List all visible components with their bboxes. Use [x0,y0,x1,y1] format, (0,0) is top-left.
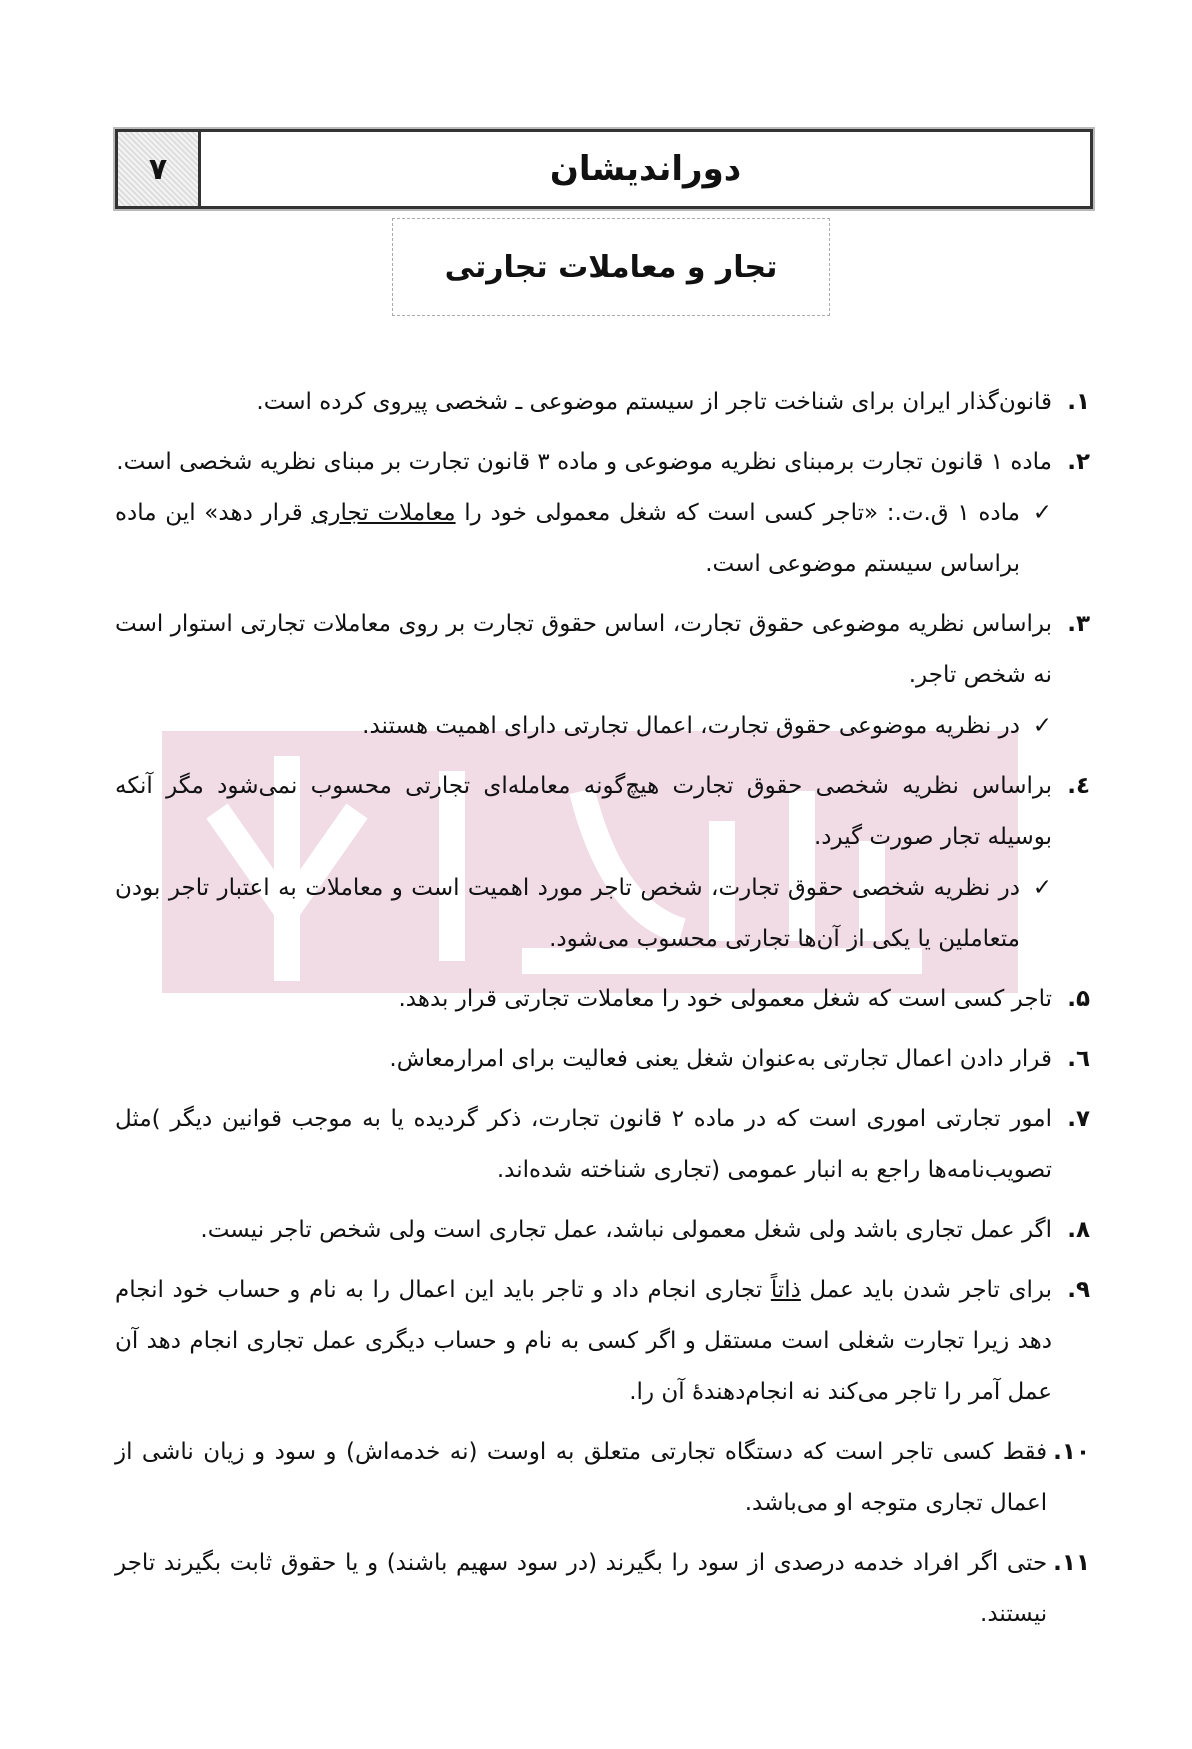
check-note [115,863,1052,965]
note-body [115,863,1020,965]
list-item [115,974,1090,1025]
list-item [115,1265,1090,1418]
note-text: در نظریه شخصی حقوق تجارت، شخص تاجر مورد اهمیت است و معاملات به اعتبار تاجر بودن متعاملین یا یکی از آن‌ها تجارتی محسوب می‌شود. [115,875,1020,952]
item-number: ۲. [1067,449,1090,475]
item-number: ۳. [1067,611,1090,637]
page-number: ۷ [118,132,201,206]
item-text: قانون‌گذار ایران برای شناخت تاجر از سیستم موضوعی ـ شخصی پیروی کرده است. [256,389,1052,415]
item-body [115,1094,1052,1196]
list-item [115,761,1090,863]
item-text: تجاری انجام داد و تاجر باید این اعمال را به نام و حساب خود انجام دهد زیرا تجارت شغلی است مستقل و اگر کسی به نام و حساب دیگری عمل تجاری انجام دهد آن عمل آمر را تاجر می‌کند نه انجام‌دهندهٔ آن را. [115,1277,1052,1405]
item-body [115,377,1052,428]
item-text: فقط کسی تاجر است که دستگاه تجارتی متعلق به اوست (نه خدمه‌اش) و سود و زیان ناشی از اعمال تجاری متوجه او می‌باشد. [115,1439,1048,1516]
item-number: ٦. [1067,1046,1090,1072]
item-number: ۹. [1067,1277,1090,1303]
note-body [115,701,1020,752]
list-item [115,1427,1090,1529]
header-title: دوراندیشان [549,149,742,189]
list-item [115,1538,1090,1640]
list-item [115,437,1090,488]
note-text: در نظریه موضوعی حقوق تجارت، اعمال تجارتی دارای اهمیت هستند. [362,713,1020,739]
item-text: براساس نظریه شخصی حقوق تجارت هیچ‌گونه معامله‌ای تجارتی محسوب نمی‌شود مگر آنکه بوسیله تجار صورت گیرد. [115,773,1052,850]
running-header [115,129,1093,209]
list-item [115,1094,1090,1196]
document-body [115,368,1090,1640]
item-number: ۱. [1067,389,1090,415]
note-text: قرار دهد» این ماده براساس سیستم موضوعی است. [115,500,1020,577]
checkmark-icon: ✓ [1032,875,1052,901]
item-number: ۱۱. [1053,1550,1090,1576]
check-note [115,488,1052,590]
item-body [115,1205,1052,1256]
item-body [115,1538,1047,1640]
list-item [115,599,1090,701]
item-text: براساس نظریه موضوعی حقوق تجارت، اساس حقوق تجارت بر روی معاملات تجارتی استوار است نه شخص تاجر. [115,611,1052,688]
item-text: برای تاجر شدن باید عمل [800,1277,1052,1303]
chapter-title: تجار و معاملات تجارتی [444,249,778,285]
item-text: حتی اگر افراد خدمه درصدی از سود را بگیرند (در سود سهیم باشند) و یا حقوق ثابت بگیرند تاجر نیستند. [115,1550,1048,1627]
item-body [115,1265,1052,1418]
underlined-text: معاملات تجاری [311,500,456,526]
item-body [115,974,1052,1025]
item-text: تاجر کسی است که شغل معمولی خود را معاملات تجارتی قرار بدهد. [398,986,1052,1012]
item-text: قرار دادن اعمال تجارتی به‌عنوان شغل یعنی فعالیت برای امرارمعاش. [389,1046,1052,1072]
note-body [115,488,1020,590]
item-number: ۵. [1067,986,1090,1012]
checkmark-icon: ✓ [1032,500,1052,526]
check-note [115,701,1052,752]
item-number: ۷. [1067,1106,1090,1132]
list-item [115,1205,1090,1256]
item-text: امور تجارتی اموری است که در ماده ۲ قانون تجارت، ذکر گردیده یا به موجب قوانین دیگر )مثل تصویب‌نامه‌ها راجع به انبار عمومی (تجاری شناخته شده‌اند. [115,1106,1052,1183]
item-body [115,1427,1047,1529]
note-text: ماده ۱ ق.ت.: «تاجر کسی است که شغل معمولی خود را [455,500,1020,526]
list-item [115,1034,1090,1085]
checkmark-icon: ✓ [1032,713,1052,739]
item-text: اگر عمل تجاری باشد ولی شغل معمولی نباشد، عمل تجاری است ولی شخص تاجر نیست. [200,1217,1052,1243]
item-body [115,761,1052,863]
item-number: ۸. [1067,1217,1090,1243]
item-body [115,599,1052,701]
item-number: ۱۰. [1053,1439,1090,1465]
item-text: ماده ۱ قانون تجارت برمبنای نظریه موضوعی و ماده ۳ قانون تجارت بر مبنای نظریه شخصی است. [116,449,1052,475]
list-item [115,377,1090,428]
underlined-text: ذاتاً [770,1277,801,1303]
item-number: ٤. [1067,773,1090,799]
item-body [115,437,1052,488]
chapter-title-box [392,218,830,316]
item-body [115,1034,1052,1085]
